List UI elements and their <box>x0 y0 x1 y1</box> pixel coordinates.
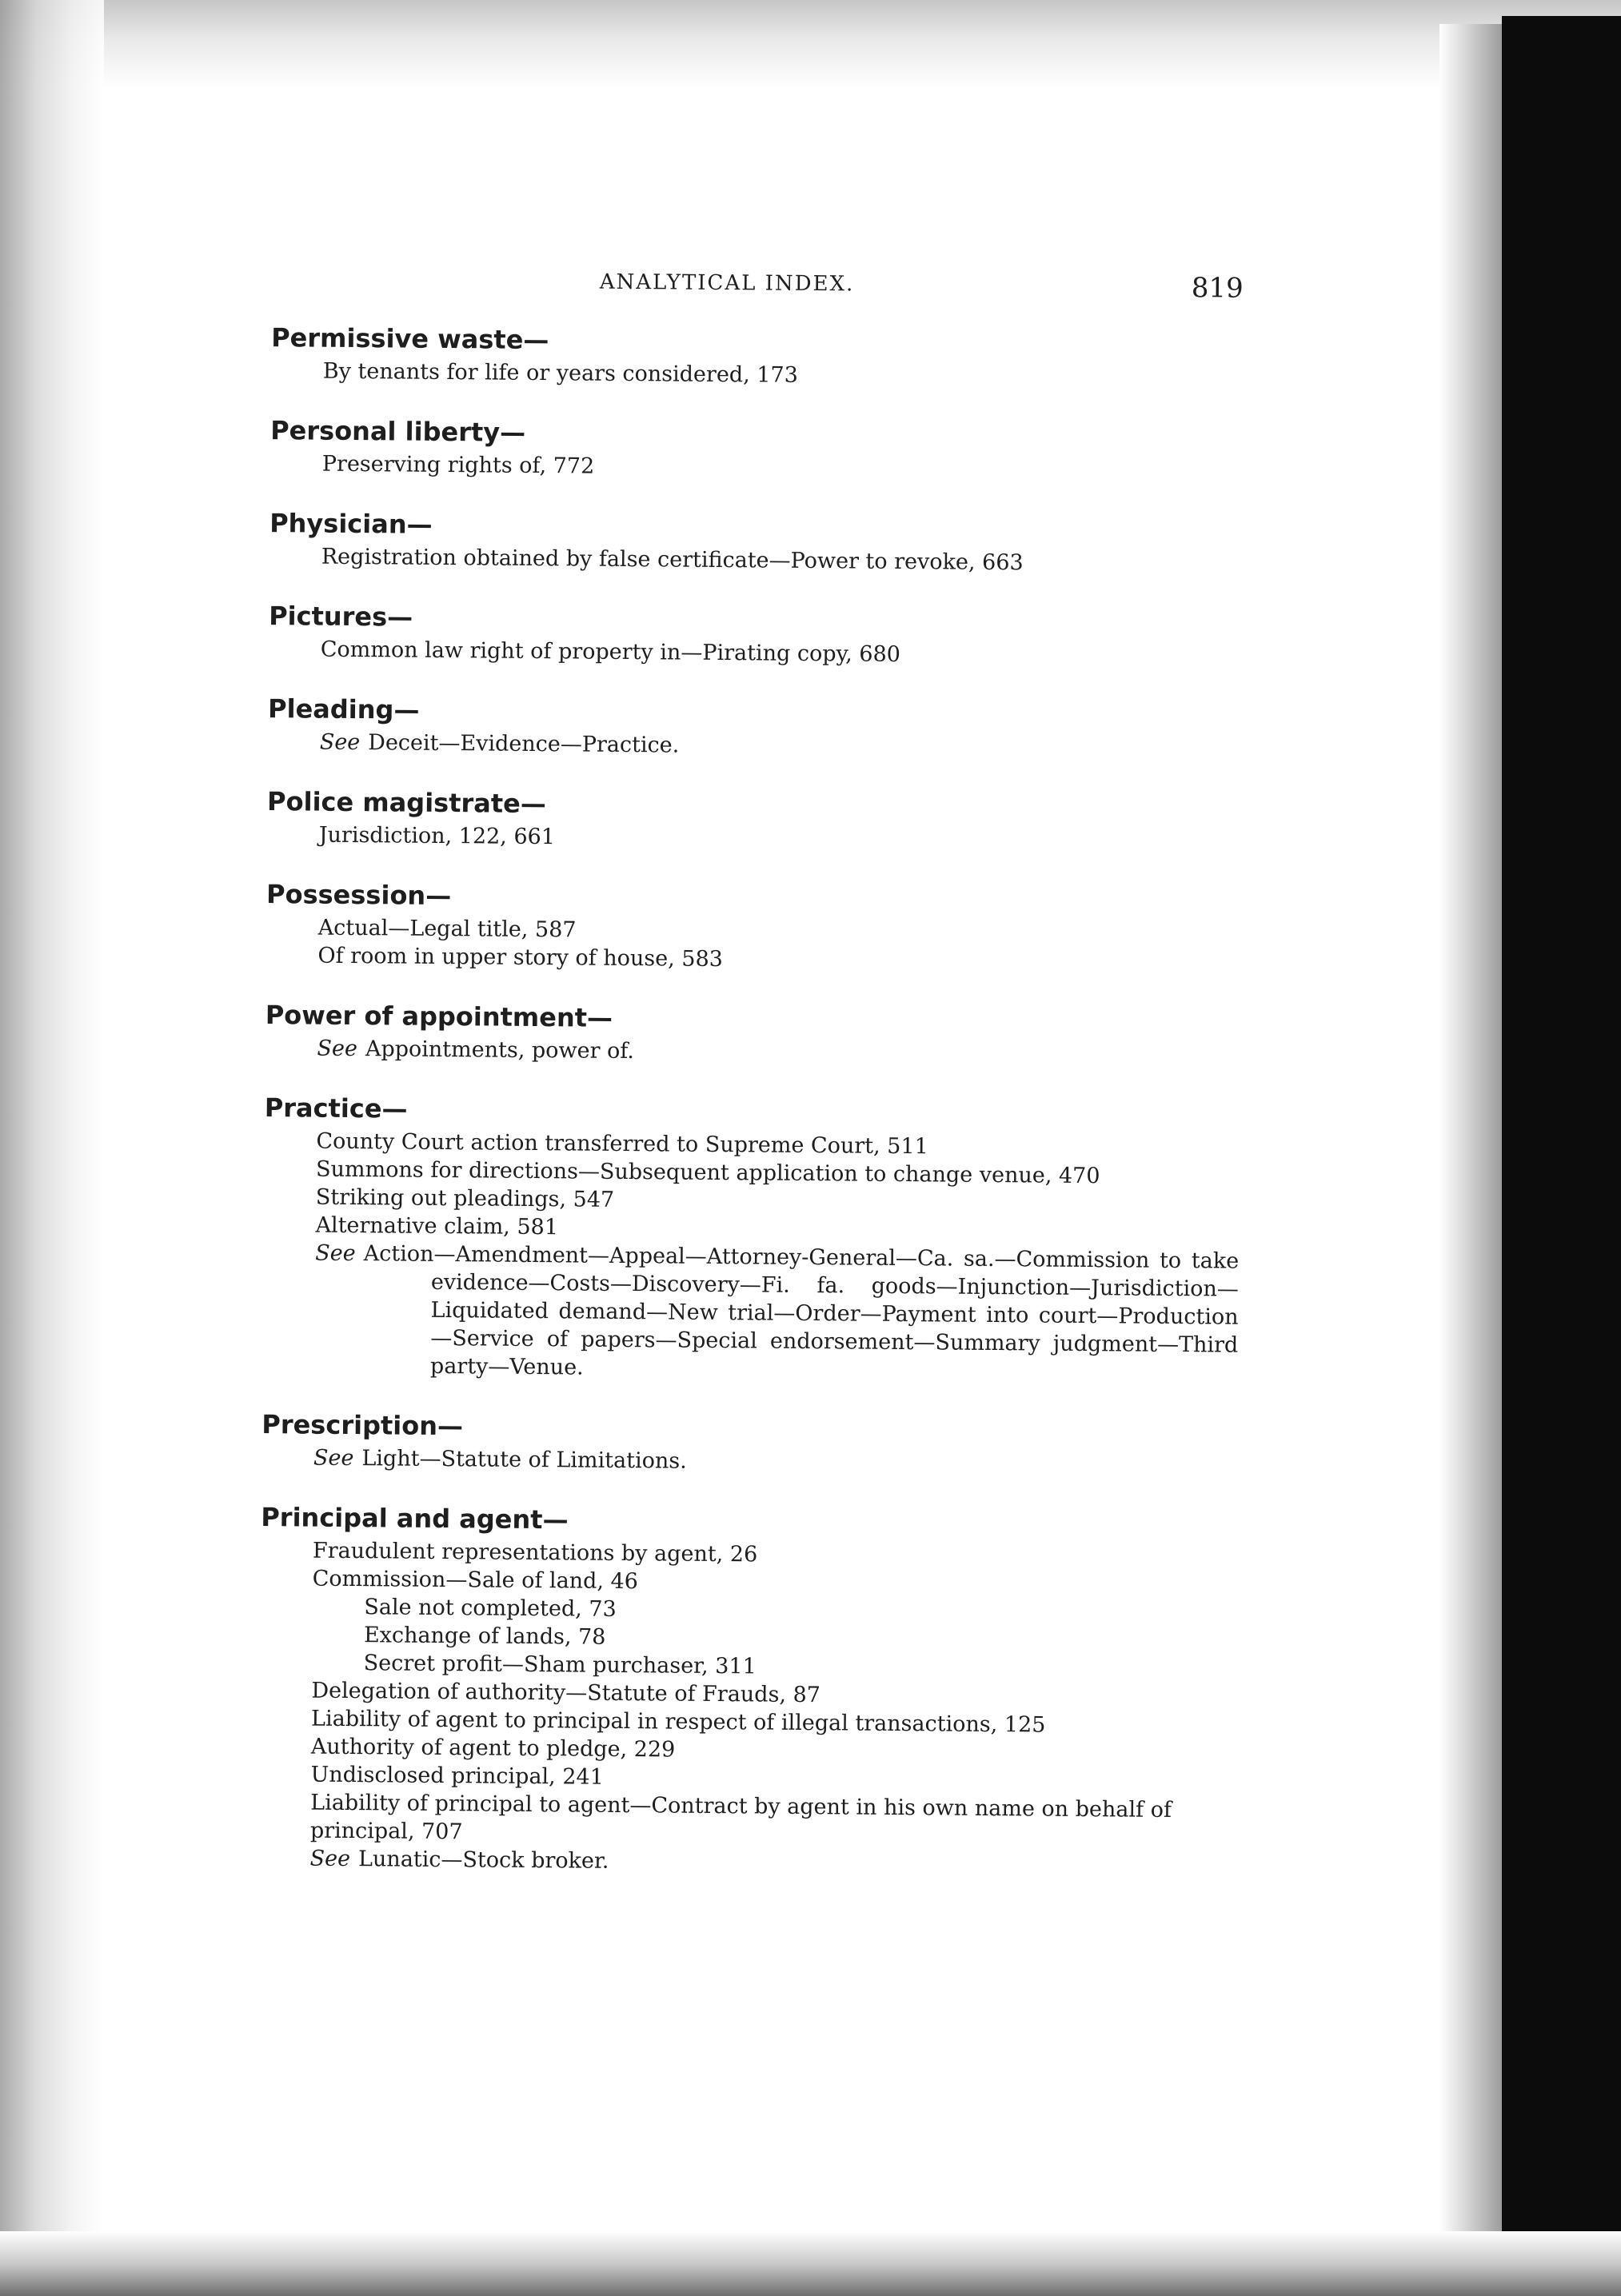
entry-subline: Actual—Legal title, 587 <box>317 915 577 943</box>
see-label: See <box>317 1036 358 1062</box>
index-entry-pleading <box>260 689 1244 765</box>
index-entry-prescription <box>254 1405 1238 1480</box>
entry-subline-indented: Secret profit—Sham purchaser, 311 <box>363 1651 757 1679</box>
entry-subline: Fraudulent representations by agent, 26 <box>312 1538 758 1567</box>
entry-heading: Personal liberty— <box>270 415 526 448</box>
entry-subline: Common law right of property in—Pirating copy, 680 <box>320 637 901 667</box>
entry-subline: Commission—Sale of land, 46 <box>312 1566 639 1595</box>
see-label: See <box>319 729 361 756</box>
see-targets: Action—Amendment—Appeal—Attorney-General—Ca. sa.—Commission to take evidence—Costs—Discovery—Fi. fa. goods—Injunction—Jurisdiction—Liquidated demand—New trial—Order—Payment into court—Production—Service of papers—Special endorsement—Summary judgment—Third party—Venue. <box>363 1241 1240 1380</box>
index-entry-physician <box>262 504 1246 579</box>
entry-heading: Prescription— <box>262 1409 464 1442</box>
entry-subline-indented: Exchange of lands, 78 <box>363 1623 606 1650</box>
entry-heading: Physician— <box>270 508 433 540</box>
see-targets: Light—Statute of Limitations. <box>361 1446 687 1474</box>
entry-heading: Power of appointment— <box>265 1000 613 1033</box>
index-entry-possession <box>258 875 1242 978</box>
entry-subline: Summons for directions—Subsequent application to change venue, 470 <box>315 1156 1100 1189</box>
entry-heading: Police magistrate— <box>266 786 547 820</box>
index-entry-personal-liberty <box>262 411 1247 486</box>
see-targets: Appointments, power of. <box>365 1036 635 1064</box>
index-entry-police-magistrate <box>259 782 1244 857</box>
entry-subline: Authority of agent to pledge, 229 <box>310 1734 676 1763</box>
index-entry-permissive-waste <box>263 318 1248 393</box>
scan-shadow-bottom <box>0 2231 1621 2296</box>
see-label: See <box>309 1846 351 1872</box>
see-reference <box>314 1240 1239 1388</box>
index-entry-power-of-appointment <box>257 996 1241 1071</box>
page-number: 819 <box>1191 272 1244 305</box>
scan-shadow-right <box>1439 24 1502 2263</box>
entry-subline: Liability of agent to principal in respect of illegal transactions, 125 <box>310 1706 1046 1738</box>
index-entry-pictures <box>261 597 1245 672</box>
entry-heading: Pleading— <box>267 693 420 725</box>
entry-heading: Permissive waste— <box>271 322 549 356</box>
entry-subline: Undisclosed principal, 241 <box>310 1762 604 1790</box>
entry-subline: Liability of principal to agent—Contract by agent in his own name on behalf of principal, 707 <box>309 1790 1172 1845</box>
scan-shadow-top <box>0 0 1621 88</box>
entry-subline: Delegation of authority—Statute of Frauds, 87 <box>311 1678 821 1708</box>
index-entry-principal-and-agent <box>250 1498 1236 1881</box>
see-targets: Lunatic—Stock broker. <box>357 1847 609 1874</box>
index-page <box>250 264 1248 1907</box>
running-title: ANALYTICAL INDEX. <box>599 270 855 297</box>
entry-heading: Possession— <box>266 879 452 912</box>
scan-shadow-left <box>0 0 104 2296</box>
index-entry-practice <box>254 1088 1240 1388</box>
see-targets: Deceit—Evidence—Practice. <box>368 730 680 758</box>
entry-subline: County Court action transferred to Supreme Court, 511 <box>316 1128 928 1160</box>
entry-subline-indented: Sale not completed, 73 <box>364 1595 617 1622</box>
entry-subline: Striking out pleadings, 547 <box>315 1184 615 1212</box>
entry-heading: Practice— <box>264 1092 408 1124</box>
running-header <box>264 264 1248 311</box>
see-label: See <box>313 1445 354 1471</box>
scan-dark-edge <box>1502 16 1621 2296</box>
entry-heading: Pictures— <box>268 601 413 633</box>
entry-subline: By tenants for life or years considered, 173 <box>322 358 798 388</box>
entry-subline: Of room in upper story of house, 583 <box>317 943 724 972</box>
entry-subline: Registration obtained by false certificate—Power to revoke, 663 <box>321 544 1024 576</box>
entry-subline: Alternative claim, 581 <box>315 1212 559 1240</box>
entry-subline: Preserving rights of, 772 <box>321 451 595 479</box>
see-label: See <box>315 1240 356 1267</box>
entry-subline: Jurisdiction, 122, 661 <box>318 822 556 850</box>
entry-heading: Principal and agent— <box>261 1502 569 1535</box>
